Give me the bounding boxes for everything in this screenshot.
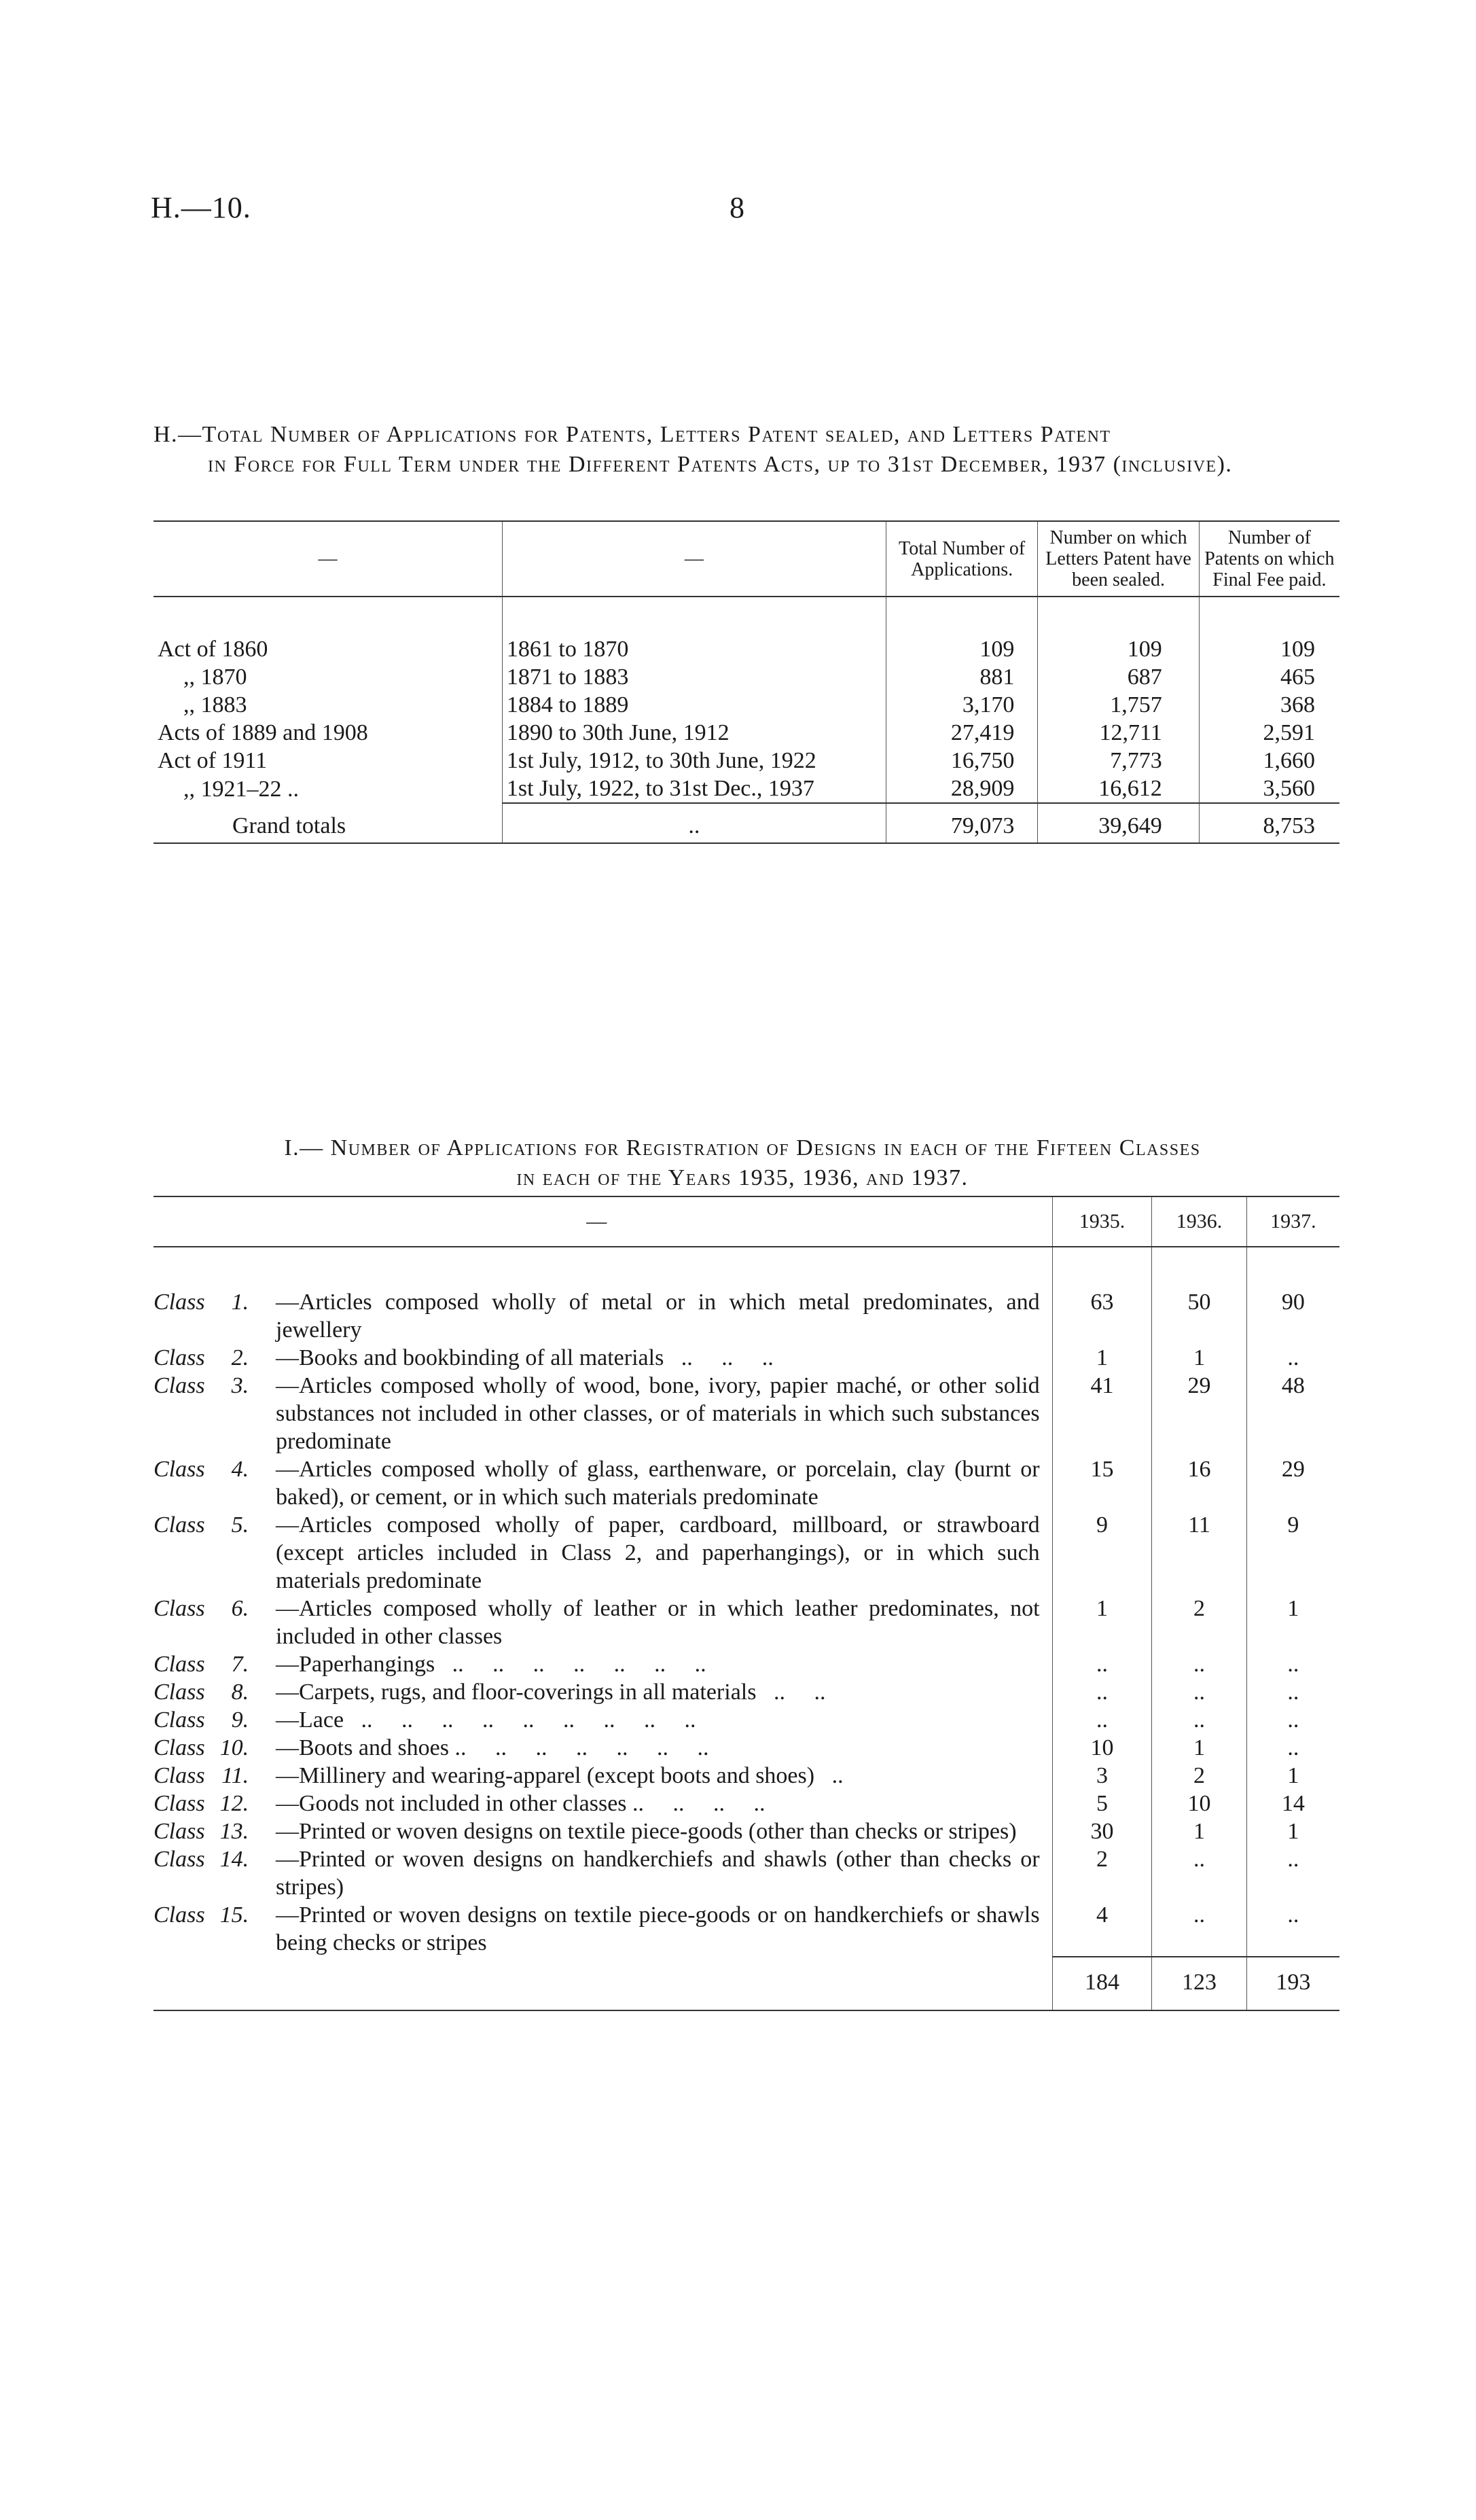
- table-row: [154, 1817, 1339, 1845]
- value-1936: 2: [1152, 1762, 1246, 1790]
- class-label: Class 10.: [154, 1735, 249, 1760]
- value-1935: 63: [1052, 1247, 1152, 1344]
- class-text: —Articles composed wholly of wood, bone, ivory, papier maché, or other solid substances not included in other classes, or of materials in which such substances predominate: [276, 1373, 1040, 1454]
- class-label: Class 2.: [154, 1345, 249, 1370]
- value-1937: 29: [1246, 1455, 1339, 1511]
- totals-spacer: [154, 1957, 1052, 2010]
- value-1937: ..: [1246, 1901, 1339, 1957]
- table-row: [154, 1762, 1339, 1790]
- value-1937: ..: [1246, 1678, 1339, 1706]
- period-cell: 1861 to 1870: [502, 597, 886, 663]
- class-label: Class 4.: [154, 1457, 249, 1482]
- value-1937: ..: [1246, 1706, 1339, 1734]
- header-1936: 1936.: [1152, 1196, 1246, 1247]
- patents-table-header-row: [154, 521, 1339, 597]
- header-period: —: [502, 521, 886, 597]
- grand-total-sealed: 39,649: [1038, 803, 1199, 843]
- class-entry: [154, 1511, 1040, 1595]
- class-text: —Printed or woven designs on handkerchiefs and shawls (other than checks or stripes): [276, 1847, 1040, 1900]
- final-cell: 2,591: [1199, 719, 1339, 747]
- sealed-cell: 687: [1038, 663, 1199, 691]
- class-entry: [154, 1595, 1040, 1650]
- header-class: —: [586, 1210, 607, 1232]
- table-h-title-line1: H.—Total Number of Applications for Patents, Letters Patent sealed, and Letters Patent: [154, 422, 1111, 447]
- value-1935: 9: [1052, 1511, 1152, 1595]
- value-1936: 50: [1152, 1247, 1246, 1344]
- final-cell: 3,560: [1199, 775, 1339, 803]
- class-label: Class 3.: [154, 1373, 249, 1398]
- grand-totals-period: ..: [502, 803, 886, 843]
- class-text: —Paperhangings .. .. .. .. .. .. ..: [276, 1652, 706, 1677]
- value-1935: 3: [1052, 1762, 1152, 1790]
- class-label: Class 8.: [154, 1680, 249, 1705]
- class-label: Class 12.: [154, 1791, 249, 1816]
- period-cell: 1871 to 1883: [502, 663, 886, 691]
- value-1935: 4: [1052, 1901, 1152, 1957]
- class-text: —Printed or woven designs on textile piece-goods (other than checks or stripes): [276, 1819, 1017, 1844]
- class-description-cell: [154, 1595, 1052, 1650]
- value-1936: 11: [1152, 1511, 1246, 1595]
- class-label: Class 6.: [154, 1596, 249, 1621]
- header-letters-sealed: Number on which Letters Patent have been sealed.: [1038, 521, 1199, 597]
- value-1935: 41: [1052, 1372, 1152, 1455]
- value-1936: 10: [1152, 1790, 1246, 1817]
- class-entry: [154, 1344, 1040, 1372]
- table-row: [154, 597, 1339, 663]
- class-label: Class 13.: [154, 1819, 249, 1844]
- table-h-title-line2: in Force for Full Term under the Different Patents Acts, up to 31st December, 1937 (inclusive).: [208, 452, 1233, 477]
- sealed-cell: 1,757: [1038, 691, 1199, 719]
- value-1936: 2: [1152, 1595, 1246, 1650]
- page-number: 8: [730, 191, 744, 224]
- table-i-title: [141, 1133, 1344, 1193]
- header-1935: 1935.: [1052, 1196, 1152, 1247]
- table-i-title-line2: in each of the Years 1935, 1936, and 1937.: [516, 1165, 969, 1190]
- final-cell: 465: [1199, 663, 1339, 691]
- value-1935: 15: [1052, 1455, 1152, 1511]
- table-row: [154, 1372, 1339, 1455]
- class-description-cell: [154, 1790, 1052, 1817]
- act-cell: Act of 1911: [158, 748, 268, 773]
- value-1935: 1: [1052, 1344, 1152, 1372]
- class-label: Class 11.: [154, 1763, 249, 1788]
- header-total-applications: Total Number of Applications.: [886, 521, 1037, 597]
- table-row: [154, 663, 1339, 691]
- value-1937: 14: [1246, 1790, 1339, 1817]
- value-1937: 1: [1246, 1762, 1339, 1790]
- value-1936: 1: [1152, 1734, 1246, 1762]
- class-text: —Lace .. .. .. .. .. .. .. .. ..: [276, 1707, 696, 1733]
- class-entry: [154, 1901, 1040, 1957]
- sealed-cell: 16,612: [1038, 775, 1199, 803]
- table-row: [154, 1845, 1339, 1901]
- act-cell: Act of 1860: [158, 637, 268, 662]
- class-label: Class 14.: [154, 1847, 249, 1872]
- value-1935: ..: [1052, 1706, 1152, 1734]
- total-cell: 109: [886, 597, 1037, 663]
- class-description-cell: [154, 1706, 1052, 1734]
- class-description-cell: [154, 1901, 1052, 1957]
- sealed-cell: 109: [1038, 597, 1199, 663]
- value-1936: ..: [1152, 1678, 1246, 1706]
- class-description-cell: [154, 1372, 1052, 1455]
- value-1937: 48: [1246, 1372, 1339, 1455]
- class-text: —Articles composed wholly of leather or in which leather predominates, not included in other classes: [276, 1596, 1040, 1649]
- value-1936: 1: [1152, 1817, 1246, 1845]
- value-1937: ..: [1246, 1650, 1339, 1678]
- value-1936: ..: [1152, 1706, 1246, 1734]
- class-entry: [154, 1678, 1040, 1706]
- value-1937: ..: [1246, 1344, 1339, 1372]
- designs-table: [154, 1196, 1339, 2011]
- period-cell: 1st July, 1922, to 31st Dec., 1937: [502, 775, 886, 803]
- value-1935: 1: [1052, 1595, 1152, 1650]
- class-label: Class 1.: [154, 1290, 249, 1315]
- class-text: —Millinery and wearing-apparel (except boots and shoes) ..: [276, 1763, 844, 1788]
- act-cell: ,, 1870: [183, 664, 247, 690]
- table-i-title-line1: I.— Number of Applications for Registration of Designs in each of the Fifteen Classes: [284, 1135, 1201, 1160]
- value-1935: 5: [1052, 1790, 1152, 1817]
- sealed-cell: 7,773: [1038, 747, 1199, 775]
- total-1935: 184: [1052, 1957, 1152, 2010]
- class-text: —Articles composed wholly of glass, earthenware, or porcelain, clay (burnt or baked), or cement, or in which such materials predominate: [276, 1457, 1040, 1510]
- class-text: —Goods not included in other classes .. .. .. ..: [276, 1791, 766, 1816]
- value-1936: 1: [1152, 1344, 1246, 1372]
- table-row: [154, 691, 1339, 719]
- table-h-title: [154, 420, 1349, 480]
- value-1935: ..: [1052, 1678, 1152, 1706]
- table-row: [154, 719, 1339, 747]
- class-entry: [154, 1817, 1040, 1845]
- total-cell: 27,419: [886, 719, 1037, 747]
- header-act: —: [318, 548, 338, 569]
- value-1935: 2: [1052, 1845, 1152, 1901]
- table-row: [154, 1511, 1339, 1595]
- final-cell: 1,660: [1199, 747, 1339, 775]
- period-cell: 1884 to 1889: [502, 691, 886, 719]
- total-cell: 16,750: [886, 747, 1037, 775]
- class-text: —Articles composed wholly of paper, cardboard, millboard, or strawboard (except articles included in Class 2, and paperhangings), or in which such materials predominate: [276, 1512, 1040, 1593]
- class-entry: [154, 1790, 1040, 1817]
- class-description-cell: [154, 1650, 1052, 1678]
- value-1935: 10: [1052, 1734, 1152, 1762]
- value-1937: 90: [1246, 1247, 1339, 1344]
- value-1936: ..: [1152, 1650, 1246, 1678]
- value-1935: 30: [1052, 1817, 1152, 1845]
- table-row: [154, 1678, 1339, 1706]
- grand-totals-label: Grand totals: [232, 813, 346, 838]
- total-cell: 881: [886, 663, 1037, 691]
- value-1936: 29: [1152, 1372, 1246, 1455]
- value-1936: ..: [1152, 1845, 1246, 1901]
- table-row: [154, 775, 1339, 803]
- class-label: Class 7.: [154, 1652, 249, 1677]
- document-code: H.—10.: [151, 191, 251, 224]
- grand-totals-row: [154, 803, 1339, 843]
- total-cell: 3,170: [886, 691, 1037, 719]
- table-row: [154, 1734, 1339, 1762]
- designs-totals-row: [154, 1957, 1339, 2010]
- table-row: [154, 1901, 1339, 1957]
- table-row: [154, 747, 1339, 775]
- class-description-cell: [154, 1247, 1052, 1344]
- table-row: [154, 1790, 1339, 1817]
- value-1937: 9: [1246, 1511, 1339, 1595]
- class-label: Class 9.: [154, 1707, 249, 1733]
- table-row: [154, 1706, 1339, 1734]
- value-1937: 1: [1246, 1595, 1339, 1650]
- class-label: Class 5.: [154, 1512, 249, 1538]
- class-description-cell: [154, 1678, 1052, 1706]
- class-entry: [154, 1650, 1040, 1678]
- class-description-cell: [154, 1817, 1052, 1845]
- header-1937: 1937.: [1246, 1196, 1339, 1247]
- final-cell: 109: [1199, 597, 1339, 663]
- sealed-cell: 12,711: [1038, 719, 1199, 747]
- act-cell: Acts of 1889 and 1908: [158, 720, 368, 745]
- class-entry: [154, 1288, 1040, 1344]
- class-text: —Articles composed wholly of metal or in which metal predominates, and jewellery: [276, 1290, 1040, 1343]
- total-1937: 193: [1246, 1957, 1339, 2010]
- total-1936: 123: [1152, 1957, 1246, 2010]
- table-row: [154, 1455, 1339, 1511]
- grand-total-applications: 79,073: [886, 803, 1037, 843]
- total-cell: 28,909: [886, 775, 1037, 803]
- value-1936: 16: [1152, 1455, 1246, 1511]
- final-cell: 368: [1199, 691, 1339, 719]
- class-description-cell: [154, 1762, 1052, 1790]
- class-text: —Boots and shoes .. .. .. .. .. .. ..: [276, 1735, 709, 1760]
- class-description-cell: [154, 1511, 1052, 1595]
- class-entry: [154, 1455, 1040, 1511]
- class-entry: [154, 1372, 1040, 1455]
- value-1937: ..: [1246, 1845, 1339, 1901]
- class-description-cell: [154, 1455, 1052, 1511]
- table-row: [154, 1247, 1339, 1344]
- act-cell: ,, 1883: [183, 692, 247, 717]
- class-label: Class 15.: [154, 1902, 249, 1928]
- class-description-cell: [154, 1344, 1052, 1372]
- class-entry: [154, 1762, 1040, 1790]
- value-1935: ..: [1052, 1650, 1152, 1678]
- class-entry: [154, 1734, 1040, 1762]
- class-description-cell: [154, 1734, 1052, 1762]
- value-1937: 1: [1246, 1817, 1339, 1845]
- table-row: [154, 1344, 1339, 1372]
- table-row: [154, 1595, 1339, 1650]
- period-cell: 1890 to 30th June, 1912: [502, 719, 886, 747]
- patents-table: [154, 520, 1339, 844]
- designs-table-header-row: [154, 1196, 1339, 1247]
- act-cell: ,, 1921–22 ..: [183, 776, 299, 802]
- table-row: [154, 1650, 1339, 1678]
- class-description-cell: [154, 1845, 1052, 1901]
- class-text: —Carpets, rugs, and floor-coverings in all materials .. ..: [276, 1680, 826, 1705]
- period-cell: 1st July, 1912, to 30th June, 1922: [502, 747, 886, 775]
- grand-total-final: 8,753: [1199, 803, 1339, 843]
- class-entry: [154, 1845, 1040, 1901]
- class-text: —Books and bookbinding of all materials .. .. ..: [276, 1345, 774, 1370]
- class-text: —Printed or woven designs on textile piece-goods or on handkerchiefs or shawls being checks or stripes: [276, 1902, 1040, 1955]
- value-1936: ..: [1152, 1901, 1246, 1957]
- header-final-fee: Number of Patents on which Final Fee paid.: [1199, 521, 1339, 597]
- value-1937: ..: [1246, 1734, 1339, 1762]
- class-entry: [154, 1706, 1040, 1734]
